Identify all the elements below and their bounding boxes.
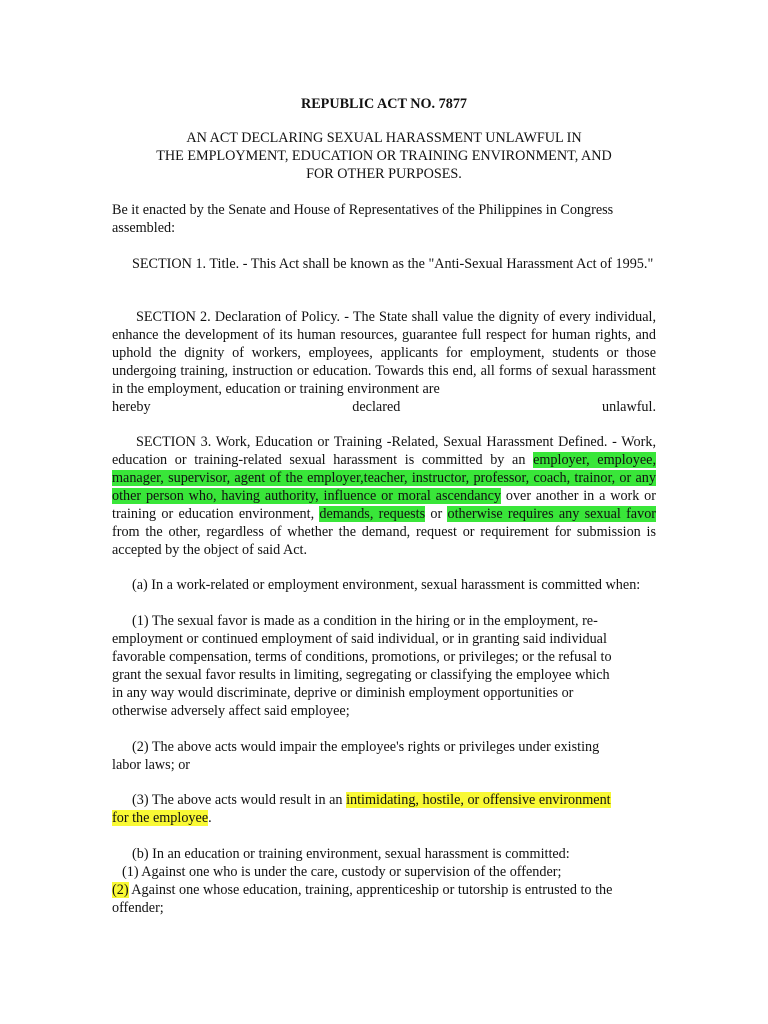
section-3-text-3: or <box>430 506 443 522</box>
section-3-intro: SECTION 3. Work, Education or Training -Related, Sexual Harassment Defined. - Work, education or training-related sexual harassment is committed by an <box>112 434 656 468</box>
highlight-demands-requests: demands, requests <box>319 506 426 522</box>
clause-b-2-line-2: offender; <box>112 900 164 916</box>
clause-b-intro: (b) In an education or training environment, sexual harassment is committed: <box>132 846 570 862</box>
clause-a-1-line-3: favorable compensation, terms of conditions, promotions, or privileges; or the refusal to <box>112 649 612 665</box>
clause-a-1-line-2: employment or continued employment of said individual, or in granting said individual <box>112 631 607 647</box>
section-3-text-4: from the other, regardless of whether the demand, request or requirement for submission is accepted by the object of said Act. <box>112 524 656 558</box>
highlight-for-the-employee: for the employee <box>112 810 209 826</box>
clause-a-2-line-2: labor laws; or <box>112 757 191 773</box>
clause-a-1-line-4: grant the sexual favor results in limiting, segregating or classifying the employee which <box>112 667 610 683</box>
enacting-clause: Be it enacted by the Senate and House of Representatives of the Philippines in Congress assembled: <box>112 202 614 236</box>
clause-b-1: (1) Against one who is under the care, custody or supervision of the offender; <box>122 864 562 880</box>
document-title: REPUBLIC ACT NO. 7877 <box>300 96 468 112</box>
clause-b-2-text: Against one whose education, training, apprenticeship or tutorship is entrusted to the <box>128 882 613 898</box>
highlight-clause-b-2-number: (2) <box>112 882 129 898</box>
highlight-sexual-favor: otherwise requires any sexual favor <box>447 506 657 522</box>
clause-a-3-text: (3) The above acts would result in an <box>132 792 343 808</box>
section-1: SECTION 1. Title. - This Act shall be known as the "Anti-Sexual Harassment Act of 1995." <box>132 256 654 272</box>
clause-b-2-line-1 <box>112 881 656 899</box>
highlight-hostile-environment: intimidating, hostile, or offensive environment <box>346 792 611 808</box>
highlight-offender-list: employer, employee, manager, supervisor, agent of the employer,teacher, instructor, professor, coach, trainor, or any other person who, having authority, influence or moral ascendancy <box>112 452 656 504</box>
clause-a-1-line-5: in any way would discriminate, deprive or diminish employment opportunities or <box>112 685 574 701</box>
act-subtitle-line-1: AN ACT DECLARING SEXUAL HARASSMENT UNLAWFUL IN <box>186 130 582 146</box>
act-subtitle-line-2: THE EMPLOYMENT, EDUCATION OR TRAINING ENVIRONMENT, AND <box>156 148 612 164</box>
clause-a-3-period: . <box>208 810 212 826</box>
clause-a-2-line-1: (2) The above acts would impair the employee's rights or privileges under existing <box>132 739 600 755</box>
clause-a-3-line-2 <box>112 809 656 827</box>
clause-a-3-line-1 <box>112 791 656 809</box>
section-2-body: SECTION 2. Declaration of Policy. - The State shall value the dignity of every individual, enhance the development of its human resources, guarantee full respect for human rights, and uphold the dignity of workers, employees, applicants for employment, students or those undergoing training, instruction or education. Towards this end, all forms of sexual harassment in the employment, education or training environment are <box>112 309 656 397</box>
section-2 <box>112 308 656 416</box>
clause-a-1-line-6: otherwise adversely affect said employee; <box>112 703 350 719</box>
clause-a: (a) In a work-related or employment environment, sexual harassment is committed when: <box>132 577 641 593</box>
section-3-text-2: over another in a work or training or education environment, <box>112 488 657 522</box>
clause-a-2 <box>112 738 656 774</box>
act-subtitle-line-3: FOR OTHER PURPOSES. <box>306 166 462 182</box>
section-3 <box>112 433 656 559</box>
clause-b <box>112 845 656 917</box>
section-2-last-line: hereby declared unlawful. <box>112 399 656 415</box>
clause-a-1-line-1: (1) The sexual favor is made as a condition in the hiring or in the employment, re- <box>132 613 598 629</box>
clause-a-1 <box>112 612 656 720</box>
clause-a-3 <box>112 791 656 827</box>
